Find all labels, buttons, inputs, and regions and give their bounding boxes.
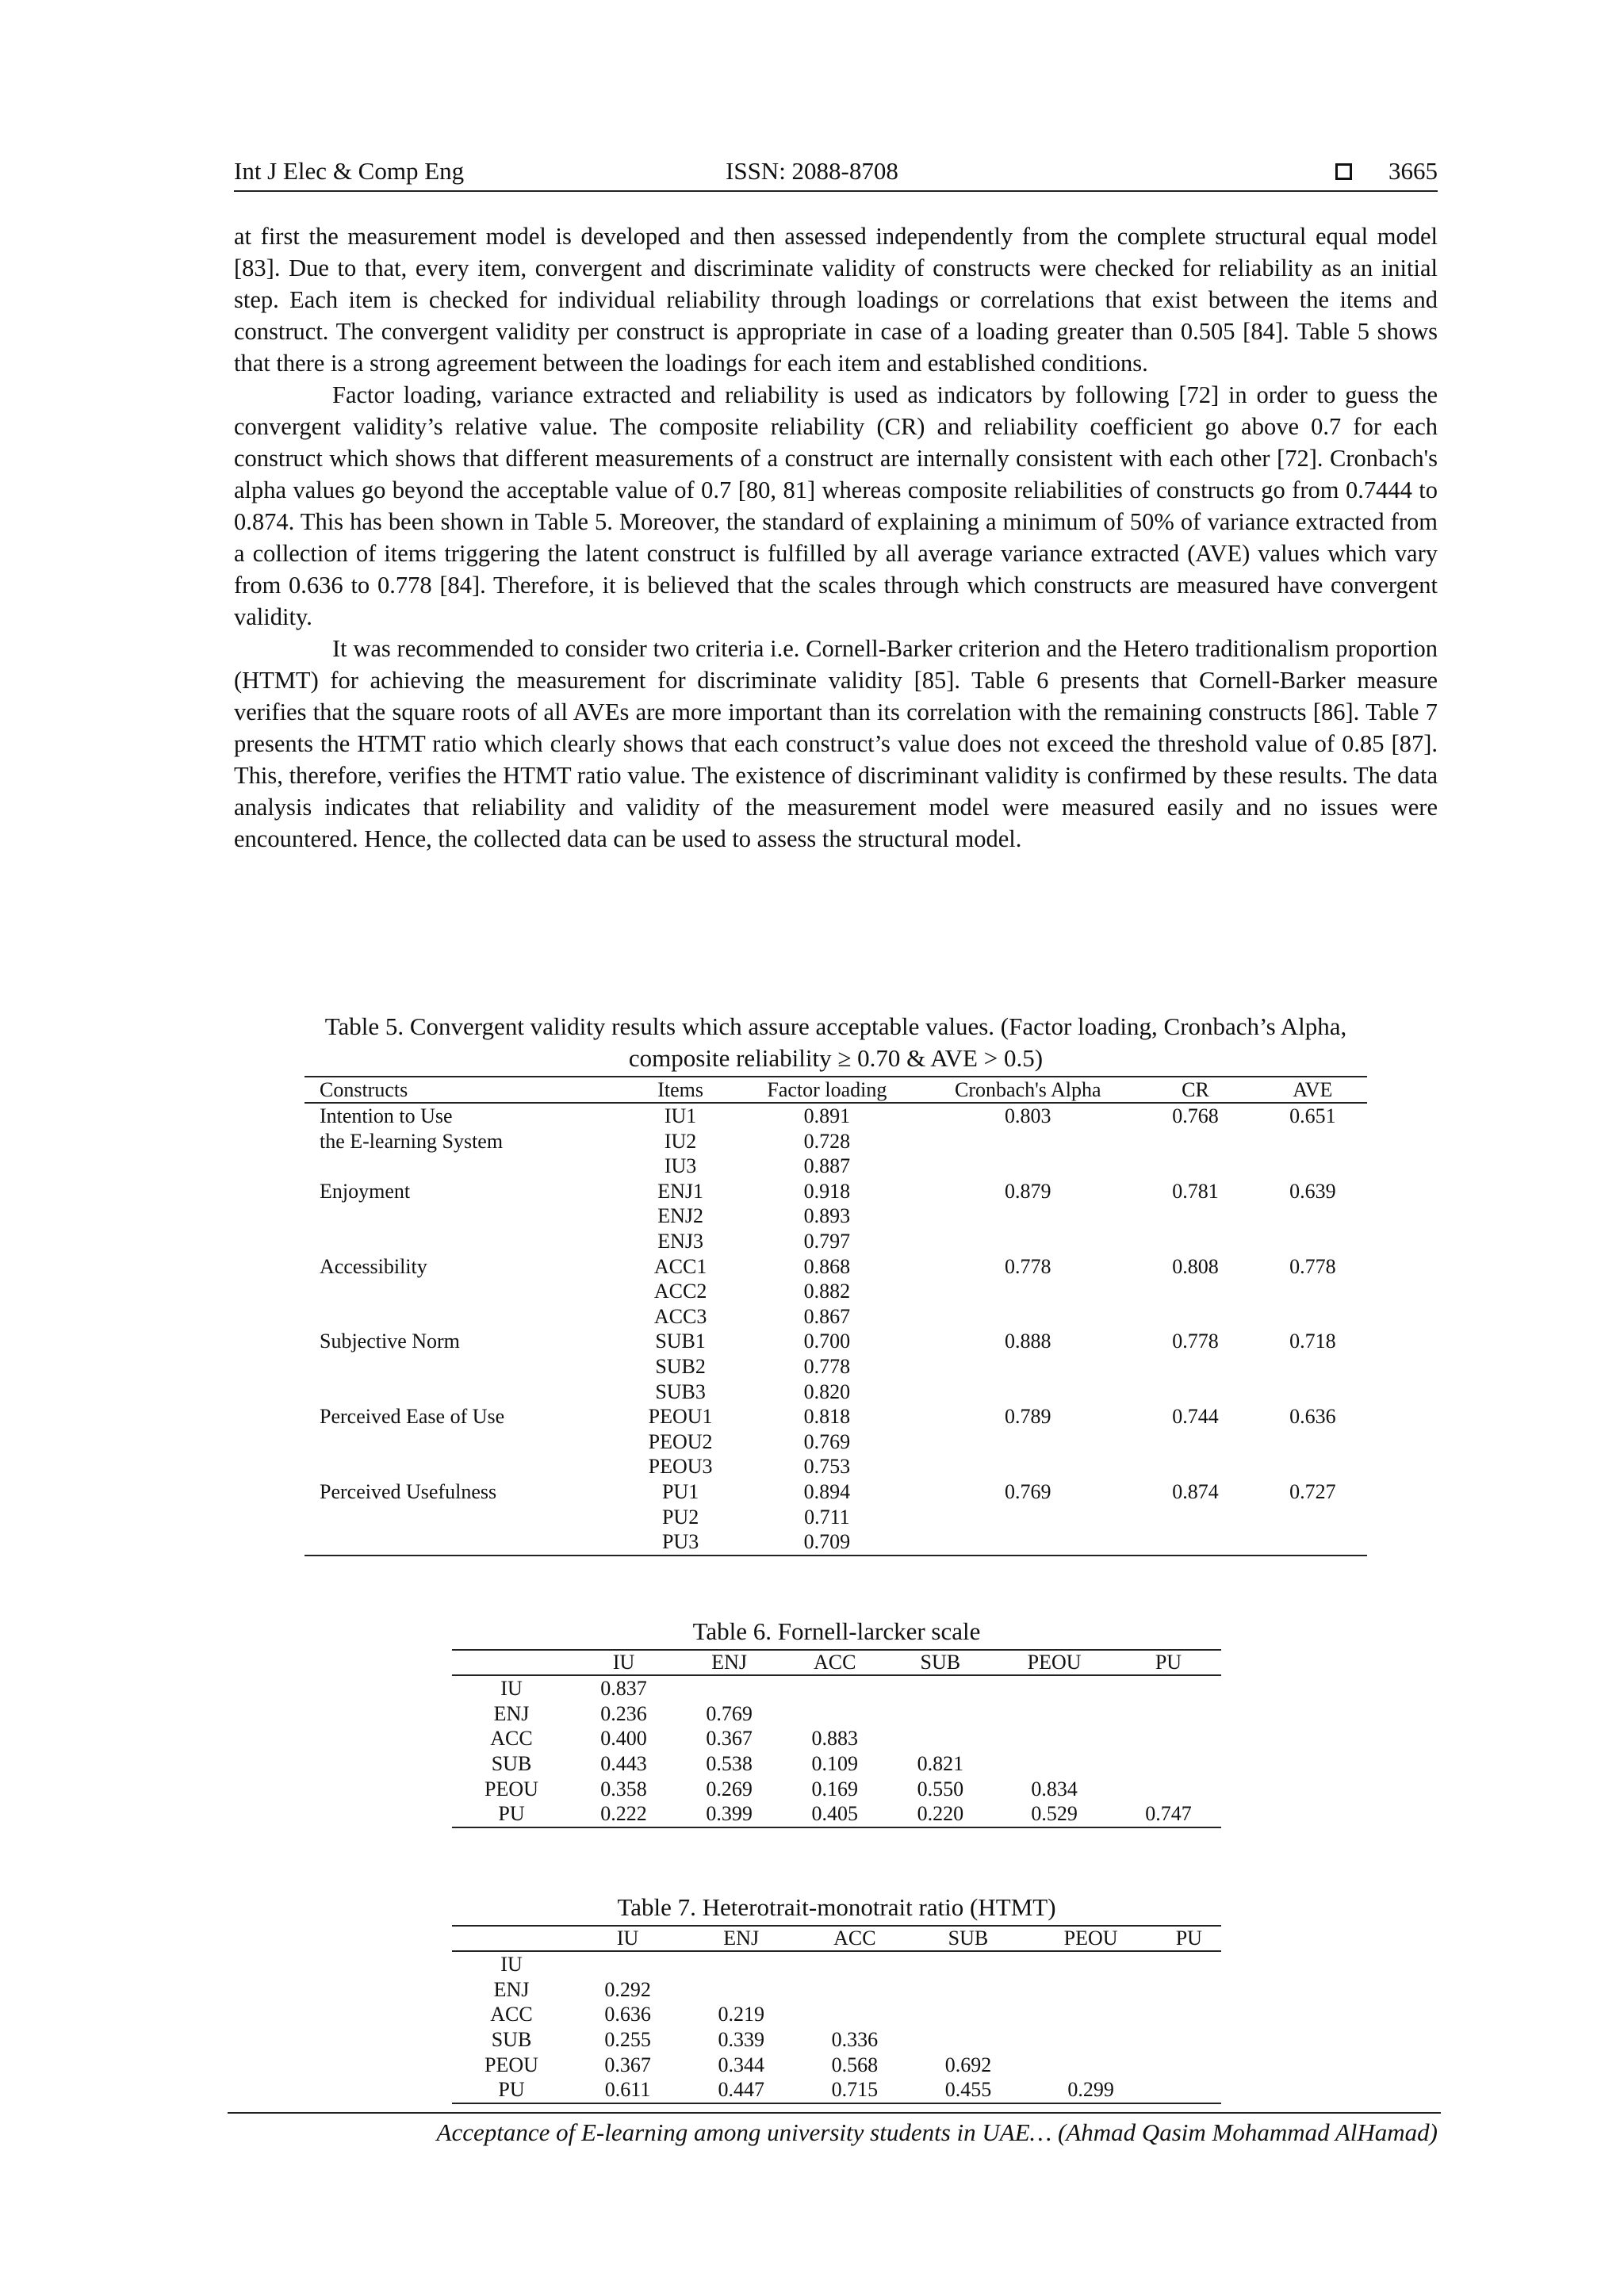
table7-cell: 0.255: [604, 2028, 651, 2052]
table6-cell: 0.538: [706, 1752, 753, 1776]
table6-cell: PU: [452, 1801, 571, 1827]
table7-header-cell: [452, 1926, 571, 1951]
table7-header-cell: PEOU: [1025, 1926, 1157, 1951]
table5-cell: 0.888: [1005, 1330, 1051, 1353]
table5-caption-line2: composite reliability ≥ 0.70 & AVE > 0.5): [628, 1044, 1044, 1072]
table7-cell: ACC: [490, 2003, 533, 2026]
table7-cell: 0.611: [571, 2077, 684, 2103]
table5-cell: 0.778: [803, 1354, 851, 1378]
table5-cell: 0.879: [1005, 1179, 1051, 1203]
table5-row: [304, 1380, 1367, 1405]
table7-row: [452, 1951, 1221, 1977]
table5-cell: Perceived Usefulness: [320, 1479, 497, 1503]
body-text: [234, 220, 1438, 855]
table5-cell: PU3: [630, 1529, 731, 1556]
table5-cell: 0.753: [803, 1455, 851, 1479]
table7-cell: [1157, 1951, 1221, 1977]
table5-cell: 0.700: [803, 1330, 851, 1353]
table6-header-cell: PU: [1116, 1650, 1221, 1675]
table5-cell: [1132, 1380, 1258, 1405]
table7-cell: [798, 1977, 911, 2003]
table5-row: [304, 1129, 1367, 1154]
table7-row: [452, 1977, 1221, 2003]
table6-cell: ACC: [490, 1727, 533, 1751]
table5-cell: 0.808: [1172, 1254, 1219, 1278]
page-header: [234, 157, 1438, 192]
table7-cell: SUB: [491, 2028, 532, 2052]
table6-header-cell: SUB: [887, 1650, 993, 1675]
paragraph-1: at first the measurement model is developed and then assessed independently from the complete structural equal model [83]. Due to that, every item, convergent and discriminate validity of constructs were checked for reliability as an initial step. Each item is checked for individual reliability through loadings or correlations that exist between the items and construct. The convergent validity per construct is appropriate in case of a loading greater than 0.505 [84]. Table 5 shows that there is a strong agreement between the loadings for each item and established conditions.: [234, 223, 1438, 377]
table6-cell: [1116, 1776, 1221, 1801]
table5-cell: [1132, 1203, 1258, 1229]
table5-header-cell: Items: [630, 1077, 731, 1103]
table6-header-cell: PEOU: [993, 1650, 1116, 1675]
table6-row: [452, 1801, 1221, 1827]
issn: ISSN: 2088-8708: [726, 157, 898, 185]
table6-cell: 0.769: [706, 1701, 753, 1725]
table5-cell: [923, 1429, 1132, 1455]
table7-row: [452, 2002, 1221, 2027]
table6-row: [452, 1776, 1221, 1801]
table7-header-cell: PU: [1157, 1926, 1221, 1951]
table5-row: [304, 1329, 1367, 1354]
table5-cell: 0.778: [1005, 1254, 1051, 1278]
table5-cell: SUB3: [655, 1380, 706, 1403]
table6-cell: 0.837: [600, 1677, 647, 1701]
table5-cell: ACC3: [653, 1304, 707, 1328]
table5-cell: Accessibility: [320, 1254, 427, 1278]
table7-header-cell: ENJ: [684, 1926, 798, 1951]
table6-row: [452, 1675, 1221, 1701]
table7-header-cell: ACC: [798, 1926, 911, 1951]
table5-cell: 0.769: [1005, 1479, 1051, 1503]
table6-cell: [993, 1751, 1116, 1777]
table7-row: [452, 2027, 1221, 2053]
table7-cell: [684, 1977, 798, 2003]
table5-cell: [1258, 1154, 1367, 1179]
running-footer: Acceptance of E-learning among university students in UAE… (Ahmad Qasim Mohammad AlHamad): [436, 2118, 1438, 2146]
table5-cell: [1258, 1229, 1367, 1254]
table5-cell: 0.744: [1172, 1405, 1219, 1429]
table7-cell: [911, 1951, 1025, 1977]
table5: [304, 1076, 1367, 1556]
table7-cell: 0.455: [911, 2077, 1025, 2103]
table5-cell: [304, 1354, 630, 1380]
table6-cell: 0.269: [706, 1777, 753, 1800]
table5-cell: [923, 1129, 1132, 1154]
table5-cell: IU3: [664, 1154, 697, 1178]
table6-header-cell: [452, 1650, 571, 1675]
table7-cell: [1025, 2002, 1157, 2027]
table5-cell: [923, 1203, 1132, 1229]
table5-cell: 0.718: [1289, 1330, 1336, 1353]
table7-cell: 0.219: [718, 2003, 764, 2026]
table6-cell: [782, 1701, 887, 1727]
table5-cell: [1258, 1279, 1367, 1304]
table5-cell: 0.891: [803, 1104, 851, 1127]
table5-cell: [1132, 1304, 1258, 1330]
table6-cell: ENJ: [493, 1701, 530, 1725]
table5-cell: ENJ3: [657, 1229, 703, 1253]
table5-cell: PEOU1: [648, 1405, 713, 1429]
table5-cell: [304, 1229, 630, 1254]
table5-cell: IU2: [664, 1129, 697, 1153]
table7-cell: [1157, 2002, 1221, 2027]
table7-cell: [571, 1951, 684, 1977]
table5-cell: 0.778: [1172, 1330, 1219, 1353]
table6-cell: [676, 1675, 782, 1701]
table5-cell: PEOU3: [648, 1455, 713, 1479]
table6-header-row: [452, 1650, 1221, 1675]
table6-cell: [782, 1675, 887, 1701]
table5-cell: [1258, 1304, 1367, 1330]
table6-cell: PEOU: [485, 1777, 538, 1800]
table5-cell: [1258, 1454, 1367, 1479]
table5-cell: [923, 1354, 1132, 1380]
table5-cell: [1258, 1354, 1367, 1380]
table5-cell: 0.711: [804, 1505, 850, 1529]
table5-cell: 0.769: [803, 1429, 851, 1453]
table5-row: [304, 1505, 1367, 1530]
table6-header-cell: ENJ: [676, 1650, 782, 1675]
table5-cell: 0.820: [803, 1380, 851, 1403]
table5-cell: 0.874: [1172, 1479, 1219, 1503]
table5-cell: PU1: [661, 1479, 699, 1503]
table5-row: [304, 1254, 1367, 1280]
table6-cell: [1116, 1701, 1221, 1727]
table5-cell: [1258, 1380, 1367, 1405]
table5-caption: [234, 1011, 1438, 1074]
table7-header-row: [452, 1926, 1221, 1951]
table5-row: [304, 1279, 1367, 1304]
table7-cell: [1157, 2027, 1221, 2053]
table7-cell: [1025, 1977, 1157, 2003]
table6-header-cell: IU: [571, 1650, 676, 1675]
table5-cell: [304, 1429, 630, 1455]
table7-cell: 0.692: [944, 2053, 992, 2076]
table5-cell: Perceived Ease of Use: [320, 1405, 505, 1429]
table5-cell: [1132, 1129, 1258, 1154]
table7-header-cell: SUB: [911, 1926, 1025, 1951]
table5-cell: SUB1: [655, 1330, 706, 1353]
table6-cell: 0.443: [600, 1752, 647, 1776]
table5-cell: ACC1: [653, 1254, 707, 1278]
table6-caption: Table 6. Fornell-larcker scale: [692, 1617, 981, 1645]
table5-caption-line1: Table 5. Convergent validity results which assure acceptable values. (Factor loading, Cronbach’s Alpha,: [324, 1012, 1347, 1040]
table5-cell: [1258, 1529, 1367, 1556]
table5-cell: [1258, 1203, 1367, 1229]
table5-cell: 0.789: [1005, 1405, 1051, 1429]
table5-row: [304, 1154, 1367, 1179]
table6-cell: IU: [500, 1677, 523, 1701]
table5-cell: 0.651: [1289, 1104, 1336, 1127]
table5-cell: [923, 1229, 1132, 1254]
table5-cell: Intention to Use: [320, 1104, 453, 1127]
table6-cell: 0.358: [600, 1777, 647, 1800]
table6-cell: 0.220: [887, 1801, 993, 1827]
table7-cell: 0.344: [718, 2053, 764, 2076]
table5-cell: [923, 1380, 1132, 1405]
table5-row: [304, 1203, 1367, 1229]
table6-cell: 0.405: [782, 1801, 887, 1827]
table5-header-cell: Constructs: [304, 1077, 630, 1103]
table5-cell: 0.727: [1289, 1479, 1336, 1503]
table5-cell: 0.728: [803, 1129, 851, 1153]
table5-cell: ENJ1: [657, 1179, 703, 1203]
table5-row: [304, 1454, 1367, 1479]
table7-cell: PU: [452, 2077, 571, 2103]
table5-header-row: [304, 1077, 1367, 1103]
table5-row: [304, 1429, 1367, 1455]
table5-cell: PEOU2: [648, 1429, 713, 1453]
square-bullet-icon: [1335, 163, 1352, 180]
table5-cell: 0.887: [803, 1154, 851, 1178]
table6-cell: [1116, 1726, 1221, 1751]
table5-cell: [304, 1154, 630, 1179]
table5-body: [304, 1103, 1367, 1556]
table5-cell: [304, 1203, 630, 1229]
table5-cell: [1132, 1154, 1258, 1179]
table6-cell: [887, 1701, 993, 1727]
table5-cell: IU1: [664, 1104, 697, 1127]
table5-cell: [923, 1279, 1132, 1304]
table7-cell: 0.292: [604, 1977, 651, 2001]
table5-cell: 0.797: [803, 1229, 851, 1253]
table6-cell: 0.747: [1116, 1801, 1221, 1827]
table5-cell: [304, 1304, 630, 1330]
table5-row: [304, 1304, 1367, 1330]
table7-cell: [911, 2027, 1025, 2053]
table5-cell: Enjoyment: [320, 1179, 411, 1203]
table5-row: [304, 1179, 1367, 1204]
paragraph-3: It was recommended to consider two criteria i.e. Cornell-Barker criterion and the Hetero traditionalism proportion (HTMT) for achieving the measurement for discriminate validity [85]. Table 6 presents that Cornell-Barker measure verifies that the square roots of all AVEs are more important than its correlation with the remaining constructs [86]. Table 7 presents the HTMT ratio which clearly shows that each construct’s value does not exceed the threshold value of 0.85 [87]. This, therefore, verifies the HTMT ratio value. The existence of discriminant validity is confirmed by these results. The data analysis indicates that reliability and validity of the measurement model were measured easily and no issues were encountered. Hence, the collected data can be used to assess the structural model.: [234, 635, 1438, 852]
footer-rule: [228, 2112, 1441, 2114]
table5-row: [304, 1103, 1367, 1129]
table5-cell: [304, 1454, 630, 1479]
table5-cell: [1258, 1129, 1367, 1154]
table6-cell: [1116, 1751, 1221, 1777]
table7-cell: [1157, 2052, 1221, 2077]
table5-cell: 0.803: [1005, 1104, 1051, 1127]
table5-cell: [923, 1304, 1132, 1330]
table7-cell: ENJ: [493, 1977, 530, 2001]
table5-cell: [304, 1380, 630, 1405]
table7-body: [452, 1951, 1221, 2103]
table6-cell: 0.529: [993, 1801, 1116, 1827]
table5-cell: 0.893: [803, 1204, 851, 1228]
table5-cell: 0.818: [803, 1405, 851, 1429]
table5-cell: 0.636: [1289, 1405, 1336, 1429]
table7: [452, 1925, 1221, 2104]
table7-cell: 0.336: [831, 2028, 879, 2052]
table5-cell: 0.778: [1289, 1254, 1336, 1278]
paragraph-2: Factor loading, variance extracted and reliability is used as indicators by following [72] in order to guess the convergent validity’s relative value. The composite reliability (CR) and reliability coefficient go above 0.7 for each construct which shows that different measurements of a construct are internally consistent with each other [72]. Cronbach's alpha values go beyond the acceptable value of 0.7 [80, 81] whereas composite reliabilities of constructs go from 0.7444 to 0.874. This has been shown in Table 5. Moreover, the standard of explaining a minimum of 50% of variance extracted from a collection of items triggering the latent construct is fulfilled by all average variance extracted (AVE) values which vary from 0.636 to 0.778 [84]. Therefore, it is believed that the scales through which constructs are measured have convergent validity.: [234, 381, 1438, 630]
table5-cell: PU2: [661, 1505, 699, 1529]
table5-row: [304, 1229, 1367, 1254]
table6-cell: 0.367: [706, 1727, 753, 1751]
table7-cell: [911, 2002, 1025, 2027]
table5-cell: [923, 1505, 1132, 1530]
table7-cell: [911, 1977, 1025, 2003]
table5-row: [304, 1354, 1367, 1380]
table7-caption: Table 7. Heterotrait-monotrait ratio (HTMT): [617, 1893, 1056, 1921]
table6-cell: 0.400: [600, 1727, 647, 1751]
table7-cell: [798, 1951, 911, 1977]
table5-header-cell: Factor loading: [730, 1077, 923, 1103]
table5-row: [304, 1404, 1367, 1429]
table5-header-cell: Cronbach's Alpha: [923, 1077, 1132, 1103]
table7-cell: PEOU: [485, 2053, 538, 2076]
table7-cell: 0.299: [1025, 2077, 1157, 2103]
table6-cell: [887, 1726, 993, 1751]
table5-cell: [304, 1505, 630, 1530]
table5-cell: [1258, 1505, 1367, 1530]
table5-cell: [923, 1154, 1132, 1179]
table6-cell: [993, 1675, 1116, 1701]
table5-cell: ENJ2: [657, 1204, 703, 1228]
table5-cell: 0.781: [1172, 1179, 1219, 1203]
table5-header-cell: AVE: [1258, 1077, 1367, 1103]
table5-cell: 0.918: [803, 1179, 851, 1203]
table6-cell: [887, 1675, 993, 1701]
table7-row: [452, 2077, 1221, 2103]
table5-cell: [1132, 1529, 1258, 1556]
table7-cell: 0.715: [798, 2077, 911, 2103]
table5-cell: [1132, 1454, 1258, 1479]
table7-cell: IU: [500, 1953, 523, 1976]
table6-cell: SUB: [491, 1752, 532, 1776]
table5-cell: [1258, 1429, 1367, 1455]
table6-cell: 0.550: [917, 1777, 964, 1800]
table5-cell: 0.868: [803, 1254, 851, 1278]
table5-row: [304, 1479, 1367, 1505]
table6-cell: 0.169: [811, 1777, 858, 1800]
table6-cell: [993, 1726, 1116, 1751]
table5-header-cell: CR: [1132, 1077, 1258, 1103]
journal-name: Int J Elec & Comp Eng: [234, 157, 465, 185]
table7-cell: [1025, 2052, 1157, 2077]
table5-cell: ACC2: [653, 1280, 707, 1303]
table7-cell: 0.447: [684, 2077, 798, 2103]
table7-cell: 0.339: [718, 2028, 764, 2052]
table5-cell: Subjective Norm: [320, 1330, 460, 1353]
table5-cell: 0.639: [1289, 1179, 1336, 1203]
table5-row: [304, 1529, 1367, 1556]
table7-cell: 0.568: [831, 2053, 879, 2076]
table6-cell: 0.236: [600, 1701, 647, 1725]
table5-cell: [304, 1279, 630, 1304]
table6-cell: 0.821: [917, 1752, 964, 1776]
table5-cell: [923, 1454, 1132, 1479]
table7-cell: [1025, 1951, 1157, 1977]
table5-cell: 0.882: [803, 1280, 851, 1303]
table7-header-cell: IU: [571, 1926, 684, 1951]
table5-cell: 0.709: [730, 1529, 923, 1556]
table6-cell: [993, 1701, 1116, 1727]
table6-body: [452, 1675, 1221, 1827]
table5-cell: [304, 1529, 630, 1556]
table6-cell: 0.222: [571, 1801, 676, 1827]
table5-cell: 0.867: [803, 1304, 851, 1328]
table7-row: [452, 2052, 1221, 2077]
table7-cell: [1157, 1977, 1221, 2003]
table7-cell: [798, 2002, 911, 2027]
table7-cell: [1025, 2027, 1157, 2053]
table6-cell: 0.109: [811, 1752, 858, 1776]
table7-cell: [684, 1951, 798, 1977]
table7-cell: 0.367: [604, 2053, 651, 2076]
page-number: 3665: [1388, 157, 1438, 185]
table6-header-cell: ACC: [782, 1650, 887, 1675]
table5-cell: 0.894: [803, 1479, 851, 1503]
table6-row: [452, 1751, 1221, 1777]
table5-cell: SUB2: [655, 1354, 706, 1378]
table6-cell: [1116, 1675, 1221, 1701]
table5-cell: [1132, 1429, 1258, 1455]
table5-cell: the E-learning System: [320, 1129, 504, 1153]
table7-cell: [1157, 2077, 1221, 2103]
table6-cell: 0.834: [1031, 1777, 1078, 1800]
table6-row: [452, 1701, 1221, 1727]
table6: [452, 1649, 1221, 1828]
table5-cell: 0.768: [1172, 1104, 1219, 1127]
table5-cell: [923, 1529, 1132, 1556]
table6-row: [452, 1726, 1221, 1751]
table5-cell: [1132, 1354, 1258, 1380]
table6-cell: 0.399: [676, 1801, 782, 1827]
table7-cell: 0.636: [604, 2003, 651, 2026]
table5-cell: [1132, 1279, 1258, 1304]
table5-cell: [1132, 1505, 1258, 1530]
table5-cell: [1132, 1229, 1258, 1254]
table6-cell: 0.883: [811, 1727, 858, 1751]
page-number-group: [1335, 157, 1438, 186]
